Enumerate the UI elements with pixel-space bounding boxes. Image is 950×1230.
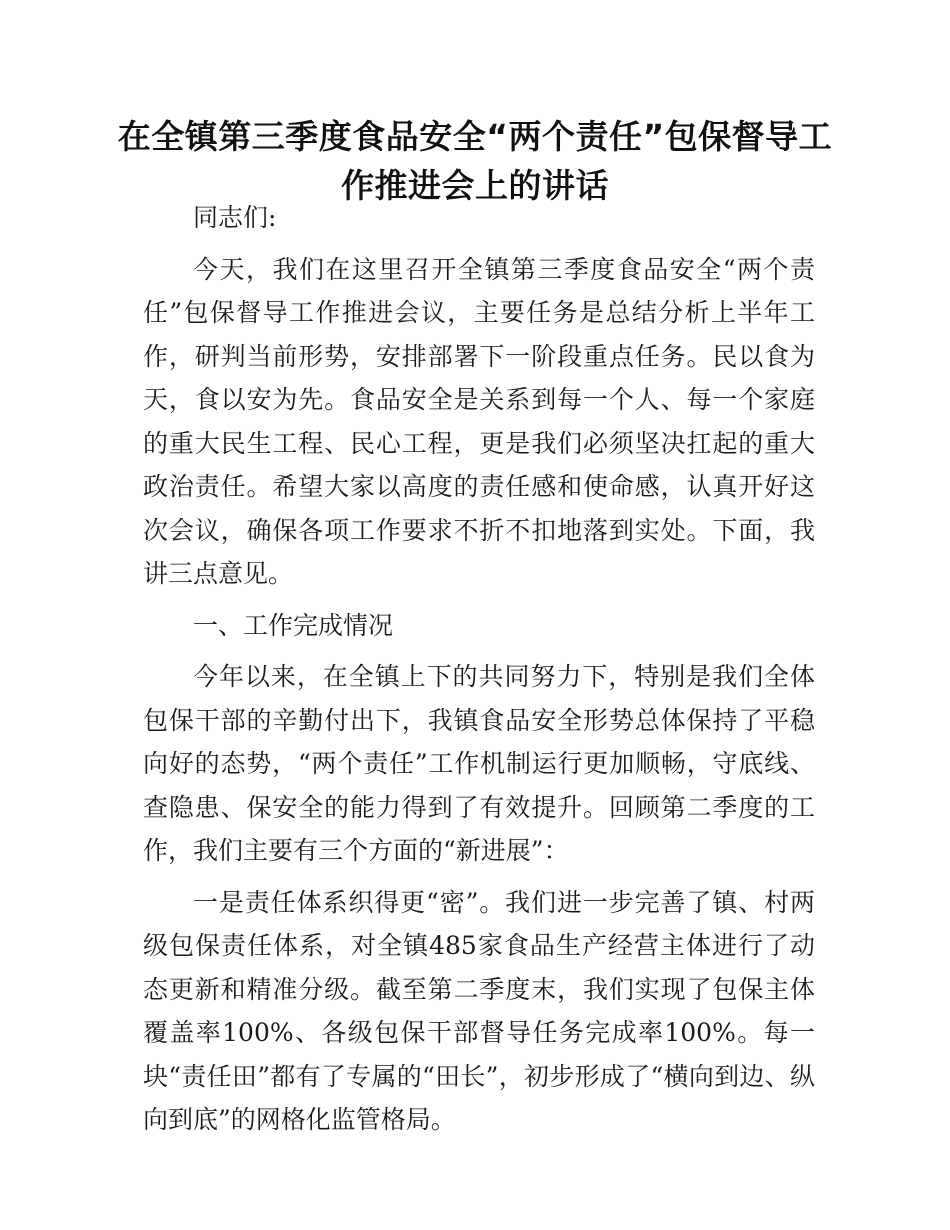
paragraph-intro: 今天，我们在这里召开全镇第三季度食品安全“两个责任”包保督导工作推进会议，主要任务是总结分析上半年工作，研判当前形势，安排部署下一阶段重点任务。民以食为天，食以安为先。食品安全是关系到每一个人、每一个家庭的重大民生工程、民心工程，更是我们必须坚决扛起的重大政治责任。希望大家以高度的责任感和使命感，认真开好这次会议，确保各项工作要求不折不扣地落到实处。下面，我讲三点意见。 xyxy=(143,254,815,588)
paragraph-overview: 今年以来，在全镇上下的共同努力下，特别是我们全体包保干部的辛勤付出下，我镇食品安全形势总体保持了平稳向好的态势，“两个责任”工作机制运行更加顺畅，守底线、查隐患、保安全的能力得到了有效提升。回顾第二季度的工作，我们主要有三个方面的“新进展”： xyxy=(143,662,815,865)
document-title: 在全镇第三季度食品安全“两个责任”包保督导工作推进会上的讲话 xyxy=(117,117,833,205)
greeting: 同志们: xyxy=(193,203,277,232)
paragraph-point-one: 一是责任体系织得更“密”。我们进一步完善了镇、村两级包保责任体系，对全镇485家食品生产经营主体进行了动态更新和精准分级。截至第二季度末，我们实现了包保主体覆盖率100%、各级包保干部督导任务完成率100%。每一块“责任田”都有了专属的“田长”，初步形成了“横向到边、纵向到底”的网格化监管格局。 xyxy=(143,887,815,1134)
document-body xyxy=(143,196,815,1142)
section-heading: 一、工作完成情况 xyxy=(193,610,394,640)
